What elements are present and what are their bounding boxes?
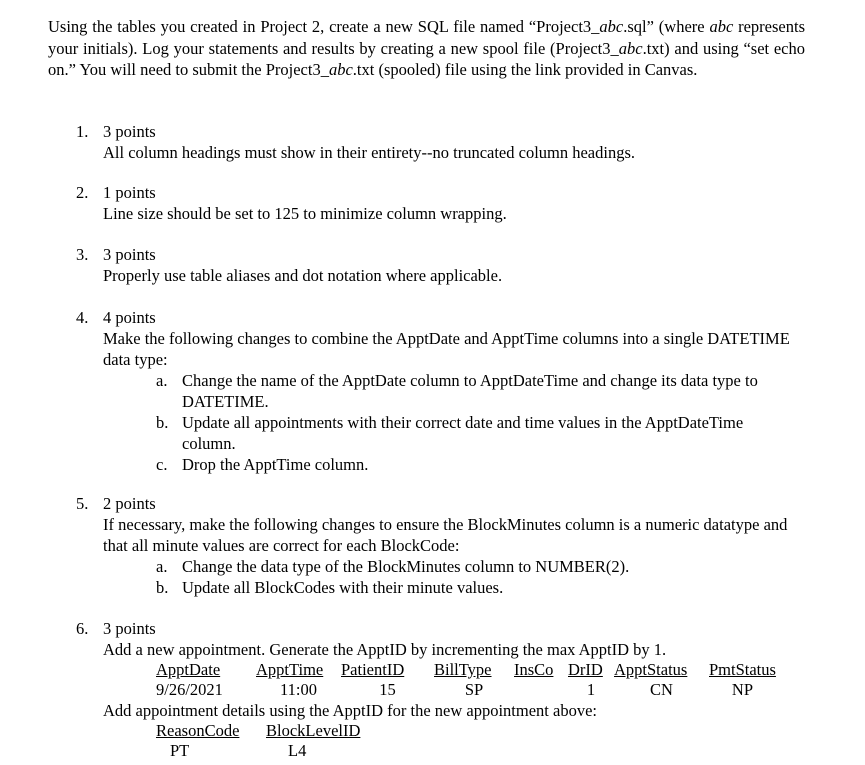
list-item-4 (76, 307, 796, 475)
table-header-cell: ReasonCode (156, 721, 240, 740)
table-cell: NP (731, 680, 754, 699)
item-points: 1 points (103, 183, 156, 202)
table-row (156, 680, 776, 700)
table-header-cell: PmtStatus (709, 660, 776, 679)
list-item-3 (76, 244, 796, 286)
sub-item-b: b. Update all appointments with their correct date and time values in the ApptDateTime column. (156, 413, 744, 453)
table-header-cell: ApptStatus (614, 660, 688, 679)
table-cell: 9/26/2021 (156, 680, 223, 699)
item-points: 2 points (103, 494, 156, 513)
sub-item-b: b. Update all BlockCodes with their minute values. (156, 578, 504, 597)
table-cell: CN (650, 680, 673, 699)
item-points: 3 points (103, 245, 156, 264)
table-header-cell: ApptDate (156, 660, 221, 679)
list-item-5 (76, 493, 796, 598)
item-text-2: Add appointment details using the ApptID for the new appointment above: (103, 701, 597, 720)
sub-item-a: a. Change the name of the ApptDate column to ApptDateTime and change its data type to DATETIME. (156, 371, 758, 411)
item-points: 3 points (103, 122, 156, 141)
item-text: If necessary, make the following changes to ensure the BlockMinutes column is a numeric datatype and that all minute values are correct for each BlockCode: (103, 515, 788, 555)
table-header-row (156, 660, 776, 680)
table-header-cell: BlockLevelID (266, 721, 361, 740)
item-number: 1. (76, 122, 89, 141)
item-text: Properly use table aliases and dot notation where applicable. (103, 266, 503, 285)
item-number: 2. (76, 183, 89, 202)
table-row (156, 741, 360, 761)
sub-item-a: a. Change the data type of the BlockMinutes column to NUMBER(2). (156, 557, 630, 576)
list-item-6 (76, 618, 796, 761)
list-item-2 (76, 182, 796, 224)
item-text: All column headings must show in their entirety--no truncated column headings. (103, 143, 636, 162)
table-header-cell: DrID (568, 660, 603, 679)
item-number: 6. (76, 619, 89, 638)
item-text: Make the following changes to combine the ApptDate and ApptTime columns into a single DATETIME data type: (103, 329, 790, 369)
item-number: 5. (76, 494, 89, 513)
appointment-detail-table (156, 721, 360, 761)
item-text: Line size should be set to 125 to minimize column wrapping. (103, 204, 507, 223)
sub-item-c: c. Drop the ApptTime column. (156, 455, 369, 474)
table-header-row (156, 721, 360, 741)
table-header-cell: BillType (434, 660, 492, 679)
item-number: 3. (76, 245, 89, 264)
table-header-cell: PatientID (341, 660, 405, 679)
table-cell: PT (170, 741, 190, 760)
intro-paragraph: Using the tables you created in Project 2, create a new SQL file named “Project3_abc.sql” (where abc represents your initials). Log your statements and results by creating a new spool file (Project3_abc.txt) and using “set echo on.” You will need to submit the Project3_abc.txt (spooled) file using the link provided in Canvas. (48, 17, 805, 79)
item-text: Add a new appointment. Generate the ApptID by incrementing the max ApptID by 1. (103, 640, 667, 659)
table-cell (514, 680, 568, 700)
table-cell: 1 (586, 680, 596, 699)
table-cell: 11:00 (280, 680, 317, 699)
table-cell: 15 (379, 680, 396, 699)
appointment-table (156, 660, 776, 700)
item-points: 4 points (103, 308, 156, 327)
table-cell: L4 (288, 741, 307, 760)
list-item-1 (76, 121, 796, 163)
item-points: 3 points (103, 619, 156, 638)
table-cell: SP (464, 680, 484, 699)
table-header-cell: InsCo (514, 660, 554, 679)
table-header-cell: ApptTime (256, 660, 324, 679)
item-number: 4. (76, 308, 89, 327)
